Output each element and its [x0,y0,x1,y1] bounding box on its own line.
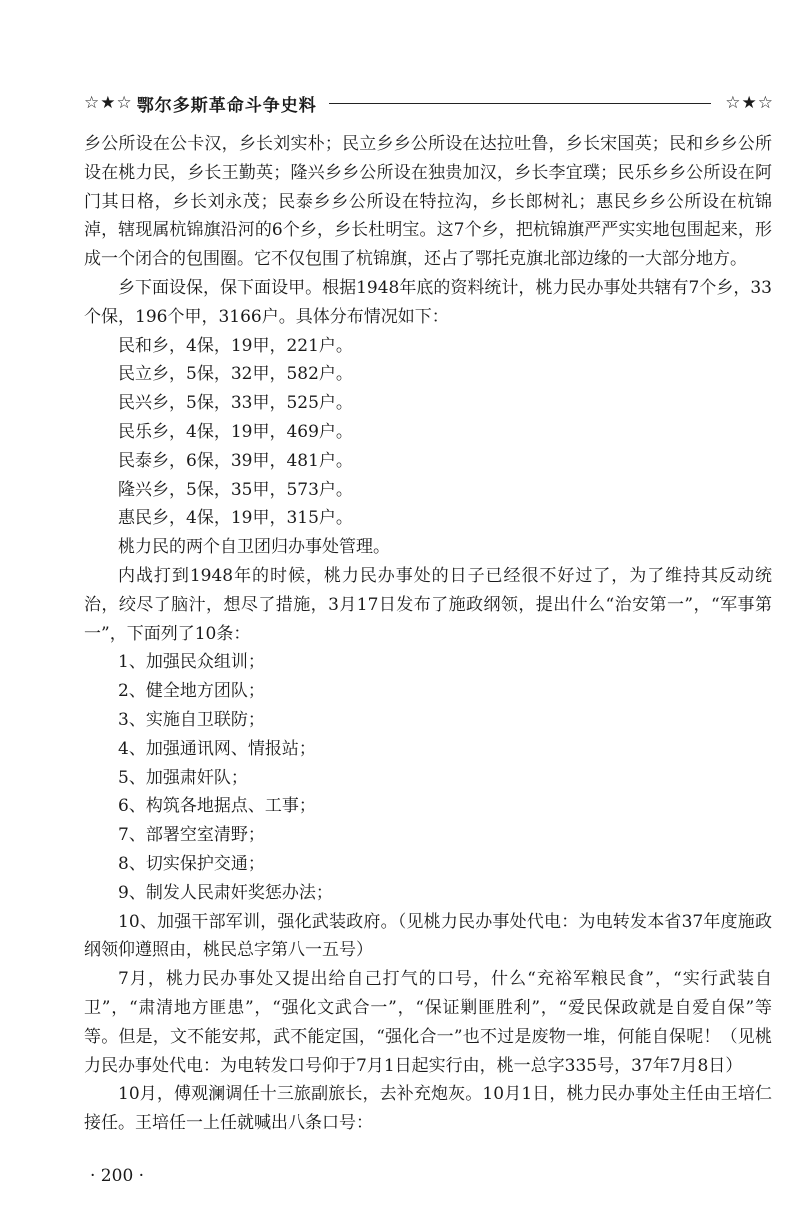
list-item: 4、加强通讯网、情报站； [118,738,316,759]
paragraph: 10月，傅观澜调任十三旅副旅长，去补充炮灰。10月1日，桃力民办事处主任由王培仁接任。王培任一上任就喊出八条口号： [84,1084,772,1134]
list-item: 5、加强肃奸队； [118,767,248,788]
list-item: 隆兴乡，5保，35甲，573户。 [118,479,353,500]
list-item: 民立乡，5保，32甲，582户。 [118,364,353,385]
list-item: 7、部署空室清野； [118,825,265,846]
page-number: · 200 · [90,1166,145,1186]
paragraph: 乡公所设在公卡汉，乡长刘实朴；民立乡乡公所设在达拉吐鲁，乡长宋国英；民和乡乡公所设在桃力民，乡长王勤英；隆兴乡乡公所设在独贵加汉，乡长李宜璞；民乐乡乡公所设在阿门其日格，乡长刘永茂；民泰乡乡公所设在特拉沟，乡长郎树礼；惠民乡乡公所设在杭锦淖，辖现属杭锦旗沿河的6个乡，乡长杜明宝。这7个乡，把杭锦旗严严实实地包围起来，形成一个闭合的包围圈。它不仅包围了杭锦旗，还占了鄂托克旗北部边缘的一大部分地方。 [84,134,772,270]
list-item: 8、切实保护交通； [118,853,265,874]
list-item: 民兴乡，5保，33甲，525户。 [118,393,353,414]
paragraph: 乡下面设保，保下面设甲。根据1948年底的资料统计，桃力民办事处共辖有7个乡，33个保，196个甲，3166户。具体分布情况如下： [84,277,772,327]
list-item: 2、健全地方团队； [118,681,265,702]
list-item: 民泰乡，6保，39甲，481户。 [118,450,353,471]
book-title: 鄂尔多斯革命斗争史料 [136,95,317,116]
header-rule [329,103,712,104]
list-item: 桃力民的两个自卫团归办事处管理。 [118,537,390,558]
list-item: 9、制发人民肃奸奖惩办法； [118,882,333,903]
paragraph: 7月，桃力民办事处又提出给自己打气的口号，什么“充裕军粮民食”，“实行武装自卫”，“肃清地方匪患”，“强化文武合一”，“保证剿匪胜利”，“爱民保政就是自爱自保”等等。但是，文不能安邦，武不能定国，“强化合一”也不过是废物一堆，何能自保呢！（见桃力民办事处代电：为电转发口号仰于7月1日起实行由，桃一总字335号，37年7月8日） [84,969,772,1076]
list-item: 民和乡，4保，19甲，221户。 [118,335,353,356]
running-header [84,90,774,116]
header-stars-right: ☆★☆ [725,93,774,113]
list-item: 1、加强民众组训； [118,652,265,673]
paragraph: 10、加强干部军训，强化武装政府。（见桃力民办事处代电：为电转发本省37年度施政纲领仰遵照由，桃民总字第八一五号） [84,911,772,961]
list-item: 惠民乡，4保，19甲，315户。 [118,508,353,529]
header-stars-left: ☆★☆ [84,93,133,113]
body-text [84,130,772,1138]
list-item: 民乐乡，4保，19甲，469户。 [118,421,353,442]
list-item: 6、构筑各地据点、工事； [118,796,316,817]
paragraph: 内战打到1948年的时候，桃力民办事处的日子已经很不好过了，为了维持其反动统治，绞尽了脑汁，想尽了措施，3月17日发布了施政纲领，提出什么“治安第一”，“军事第一”，下面列了10条： [84,565,772,644]
list-item: 3、实施自卫联防； [118,709,265,730]
